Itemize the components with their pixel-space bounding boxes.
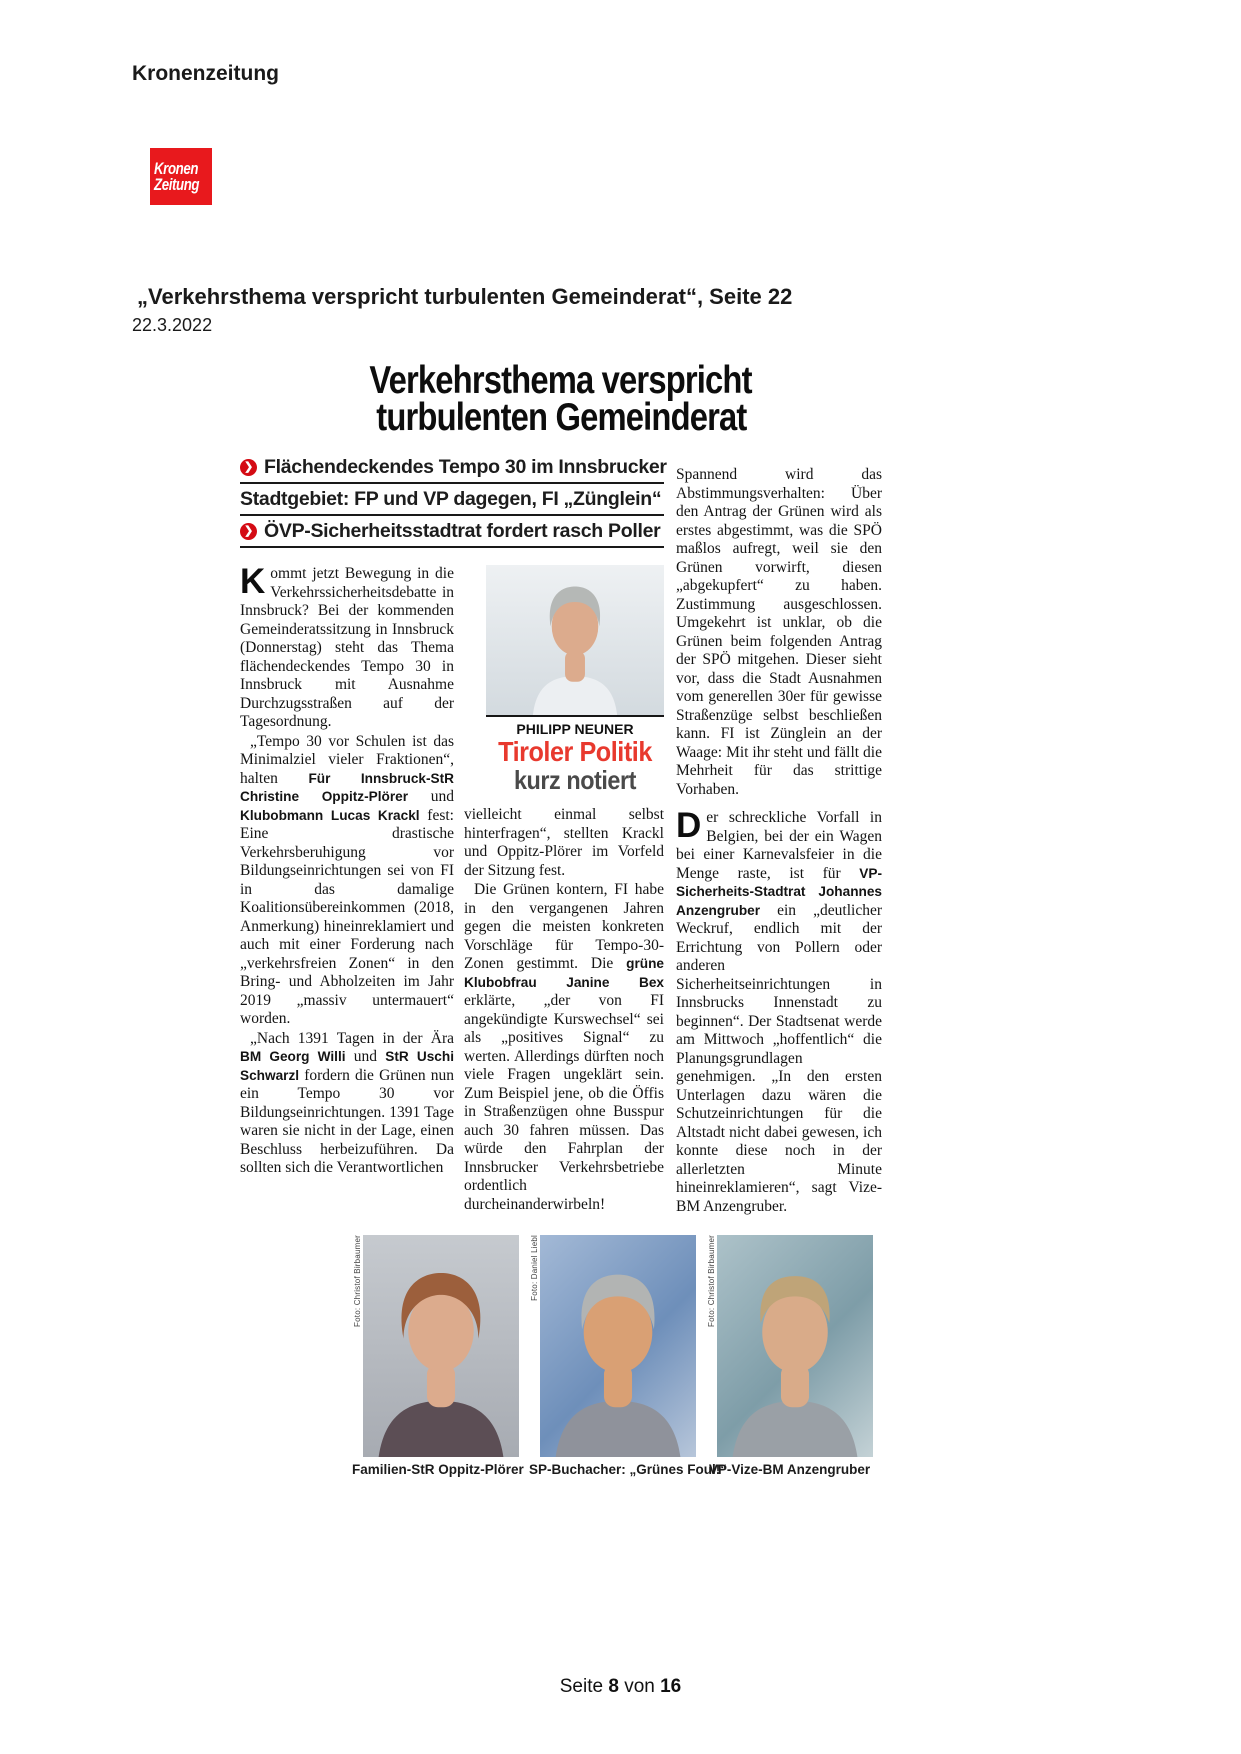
columnist-photo: [486, 565, 664, 715]
photo-frame: [352, 1235, 519, 1457]
photo-oppitz-ploerer: [363, 1235, 519, 1457]
photo-frame: [706, 1235, 873, 1457]
photo-credit: [529, 1235, 540, 1457]
series-title-line-2: kurz notiert: [513, 765, 637, 795]
clipping-date: 22.3.2022: [132, 315, 213, 335]
series-title-line-1: Tiroler Politik: [498, 736, 652, 767]
dropcap-d: D: [676, 806, 702, 845]
paragraph-text: er schreckliche Vorfall in Belgien, bei der ein Wagen bei einer Karnevalsfeier in die Menge raste, ist für VP-Sicherheits-Stadtrat Johannes Anzengruber ein „deutlicher Weckruf, endlich mit der Errichtung von Pollern oder anderen Sicherheitseinrichtungen in Innsbrucks Innenstadt zu beginnen“. Der Stadtsenat werde am Mittwoch „hoffentlich“ die Planungsgrundlagen genehmigen. „In den ersten Unterlagen dazu wären die Schutzeinrichtungen für die Altstadt nicht dabei gewesen, ich konnte diese noch in der allerletzten Minute hineinreklamieren“, sagt Vize-BM Anzengruber.: [676, 809, 882, 1215]
article-headline: [240, 359, 882, 439]
headline-line-2: turbulenten Gemeinderat: [375, 396, 747, 439]
logo-line-1: Kronen: [154, 158, 199, 178]
photo-caption: SP-Buchacher: „Grünes Foul!“: [529, 1462, 728, 1477]
red-chevron-bullet-icon: ❯: [240, 459, 257, 476]
article-column-1: [240, 562, 454, 1214]
portrait-placeholder: [363, 1244, 519, 1457]
portrait-placeholder: [717, 1244, 873, 1457]
paragraph: Spannend wird das Abstimmungsverhalten: Über den Antrag der Grünen wird als erstes abgestimmt, was die SPÖ maßlos aufregt, weil sie den Grünen vorwirft, diesen „abgekupfert“ zu haben. Zustimmung ausgeschlossen. Umgekehrt ist unklar, ob die Grünen beim folgenden Antrag der SPÖ mitgehen. Dieser sieht vor, dass die Stadt Ausnahmen vom generellen 30er für gewisse Straßenzüge selbst beschließen kann. FI ist Zünglein an der Waage: Mit ihr steht und fällt die Mehrheit für das strittige Vorhaben.: [676, 466, 882, 798]
columnist-name: PHILIPP NEUNER: [486, 715, 664, 737]
columnist-box: [486, 565, 664, 794]
headline-line-1: Verkehrsthema verspricht: [369, 359, 753, 402]
article-column-3: [676, 466, 882, 1216]
dropcap-k: K: [240, 562, 266, 601]
photo-credit: [352, 1235, 363, 1457]
column-2-text: [464, 806, 664, 1214]
subhead-block: [240, 452, 667, 548]
photo-anzengruber: [717, 1235, 873, 1457]
paragraph: „Tempo 30 vor Schulen ist das Minimalziel vieler Fraktionen“, halten Für Innsbruck-StR Christine Oppitz-Plörer und Klubobmann Lucas Krackl fest: Eine drastische Verkehrsberuhigung vor Bildungseinrichtungen sei von FI in das damalige Koalitionsübereinkommen (2018, Anmerkung) hineinreklamiert und auch mit einer Forderung nach „verkehrsfreien Zonen“ in den Bring- und Abholzeiten im Jahr 2019 „massiv untermauert“ worden.: [240, 732, 454, 1027]
footer-page-total: 16: [660, 1676, 682, 1697]
photo-row: [352, 1235, 873, 1477]
photo-credit-text: Foto: Daniel Liebl: [530, 1235, 539, 1301]
subhead-row-3: [240, 516, 664, 548]
page-footer: [0, 1676, 1241, 1698]
photo-credit-text: Foto: Christof Birbaumer: [707, 1235, 716, 1327]
photo-credit-text: Foto: Christof Birbaumer: [353, 1235, 362, 1327]
subhead-text-2: Stadtgebiet: FP und VP dagegen, FI „Zünglein“: [240, 487, 662, 510]
footer-label-page: Seite: [559, 1676, 604, 1697]
photo-frame: [529, 1235, 696, 1457]
paragraph-text: ommt jetzt Bewegung in die Verkehrssicherheitsdebatte in Innsbruck? Bei der kommenden Gemeinderatssitzung in Innsbruck (Donnerstag) steht das Thema flächendeckendes Tempo 30 in Innsbruck mit Ausnahme Durchzugsstraßen auf der Tagesordnung.: [240, 565, 454, 730]
photo-credit: [706, 1235, 717, 1457]
photo-caption: Familien-StR Oppitz-Plörer: [352, 1462, 524, 1477]
newspaper-clipping: [240, 350, 882, 1490]
photo-caption: VP-Vize-BM Anzengruber: [708, 1462, 871, 1477]
photo-cell-oppitz: [352, 1235, 524, 1477]
paragraph: [240, 562, 454, 732]
footer-page-number: 8: [608, 1676, 619, 1697]
portrait-placeholder: [486, 571, 664, 715]
subhead-row-2: [240, 484, 664, 516]
logo-line-2: Zeitung: [154, 174, 200, 194]
paragraph: [676, 806, 882, 1216]
portrait-placeholder: [540, 1244, 696, 1457]
subhead-text-3: ÖVP-Sicherheitsstadtrat fordert rasch Poller: [264, 519, 661, 542]
red-chevron-bullet-icon: ❯: [240, 523, 257, 540]
article-column-2: [464, 565, 664, 1214]
paragraph-gap: [676, 799, 882, 809]
footer-label-of: von: [624, 1676, 655, 1697]
source-name: Kronenzeitung: [132, 62, 279, 85]
paragraph: „Nach 1391 Tagen in der Ära BM Georg Willi und StR Uschi Schwarzl fordern die Grünen nun ein Tempo 30 vor Bildungseinrichtungen. 1391 Tage waren sie nicht in der Lage, einen Beschluss herbeizuführen. Da sollten sich die Verantwortlichen: [240, 1029, 454, 1176]
clipping-title: „Verkehrsthema verspricht turbulenten Gemeinderat“, Seite 22: [137, 284, 793, 309]
subhead-row-1: [240, 452, 667, 484]
paragraph: Die Grünen kontern, FI habe in den vergangenen Jahren gegen die meisten konkreten Vorschläge für Tempo-30-Zonen gestimmt. Die grüne Klubobfrau Janine Bex erklärte, „der von FI angekündigte Kurswechsel“ sei als „positives Signal“ zu werten. Allerdings dürften noch viele Fragen ungeklärt sein. Zum Beispiel jene, ob die Öffis in Straßenzügen ohne Busspur auch 30 fahren müssen. Das würde den Fahrplan der Innsbrucker Verkehrsbetriebe ordentlich durcheinanderwirbeln!: [464, 881, 664, 1213]
paragraph: vielleicht einmal selbst hinterfragen“, stellten Krackl und Oppitz-Plörer im Vorfeld der Sitzung fest.: [464, 806, 664, 879]
photo-buchacher: [540, 1235, 696, 1457]
subhead-text-1: Flächendeckendes Tempo 30 im Innsbrucker: [264, 455, 667, 478]
krone-zeitung-logo: [150, 148, 212, 205]
photo-cell-anzengruber: [706, 1235, 873, 1477]
body-columns-1-2: [240, 562, 664, 1214]
